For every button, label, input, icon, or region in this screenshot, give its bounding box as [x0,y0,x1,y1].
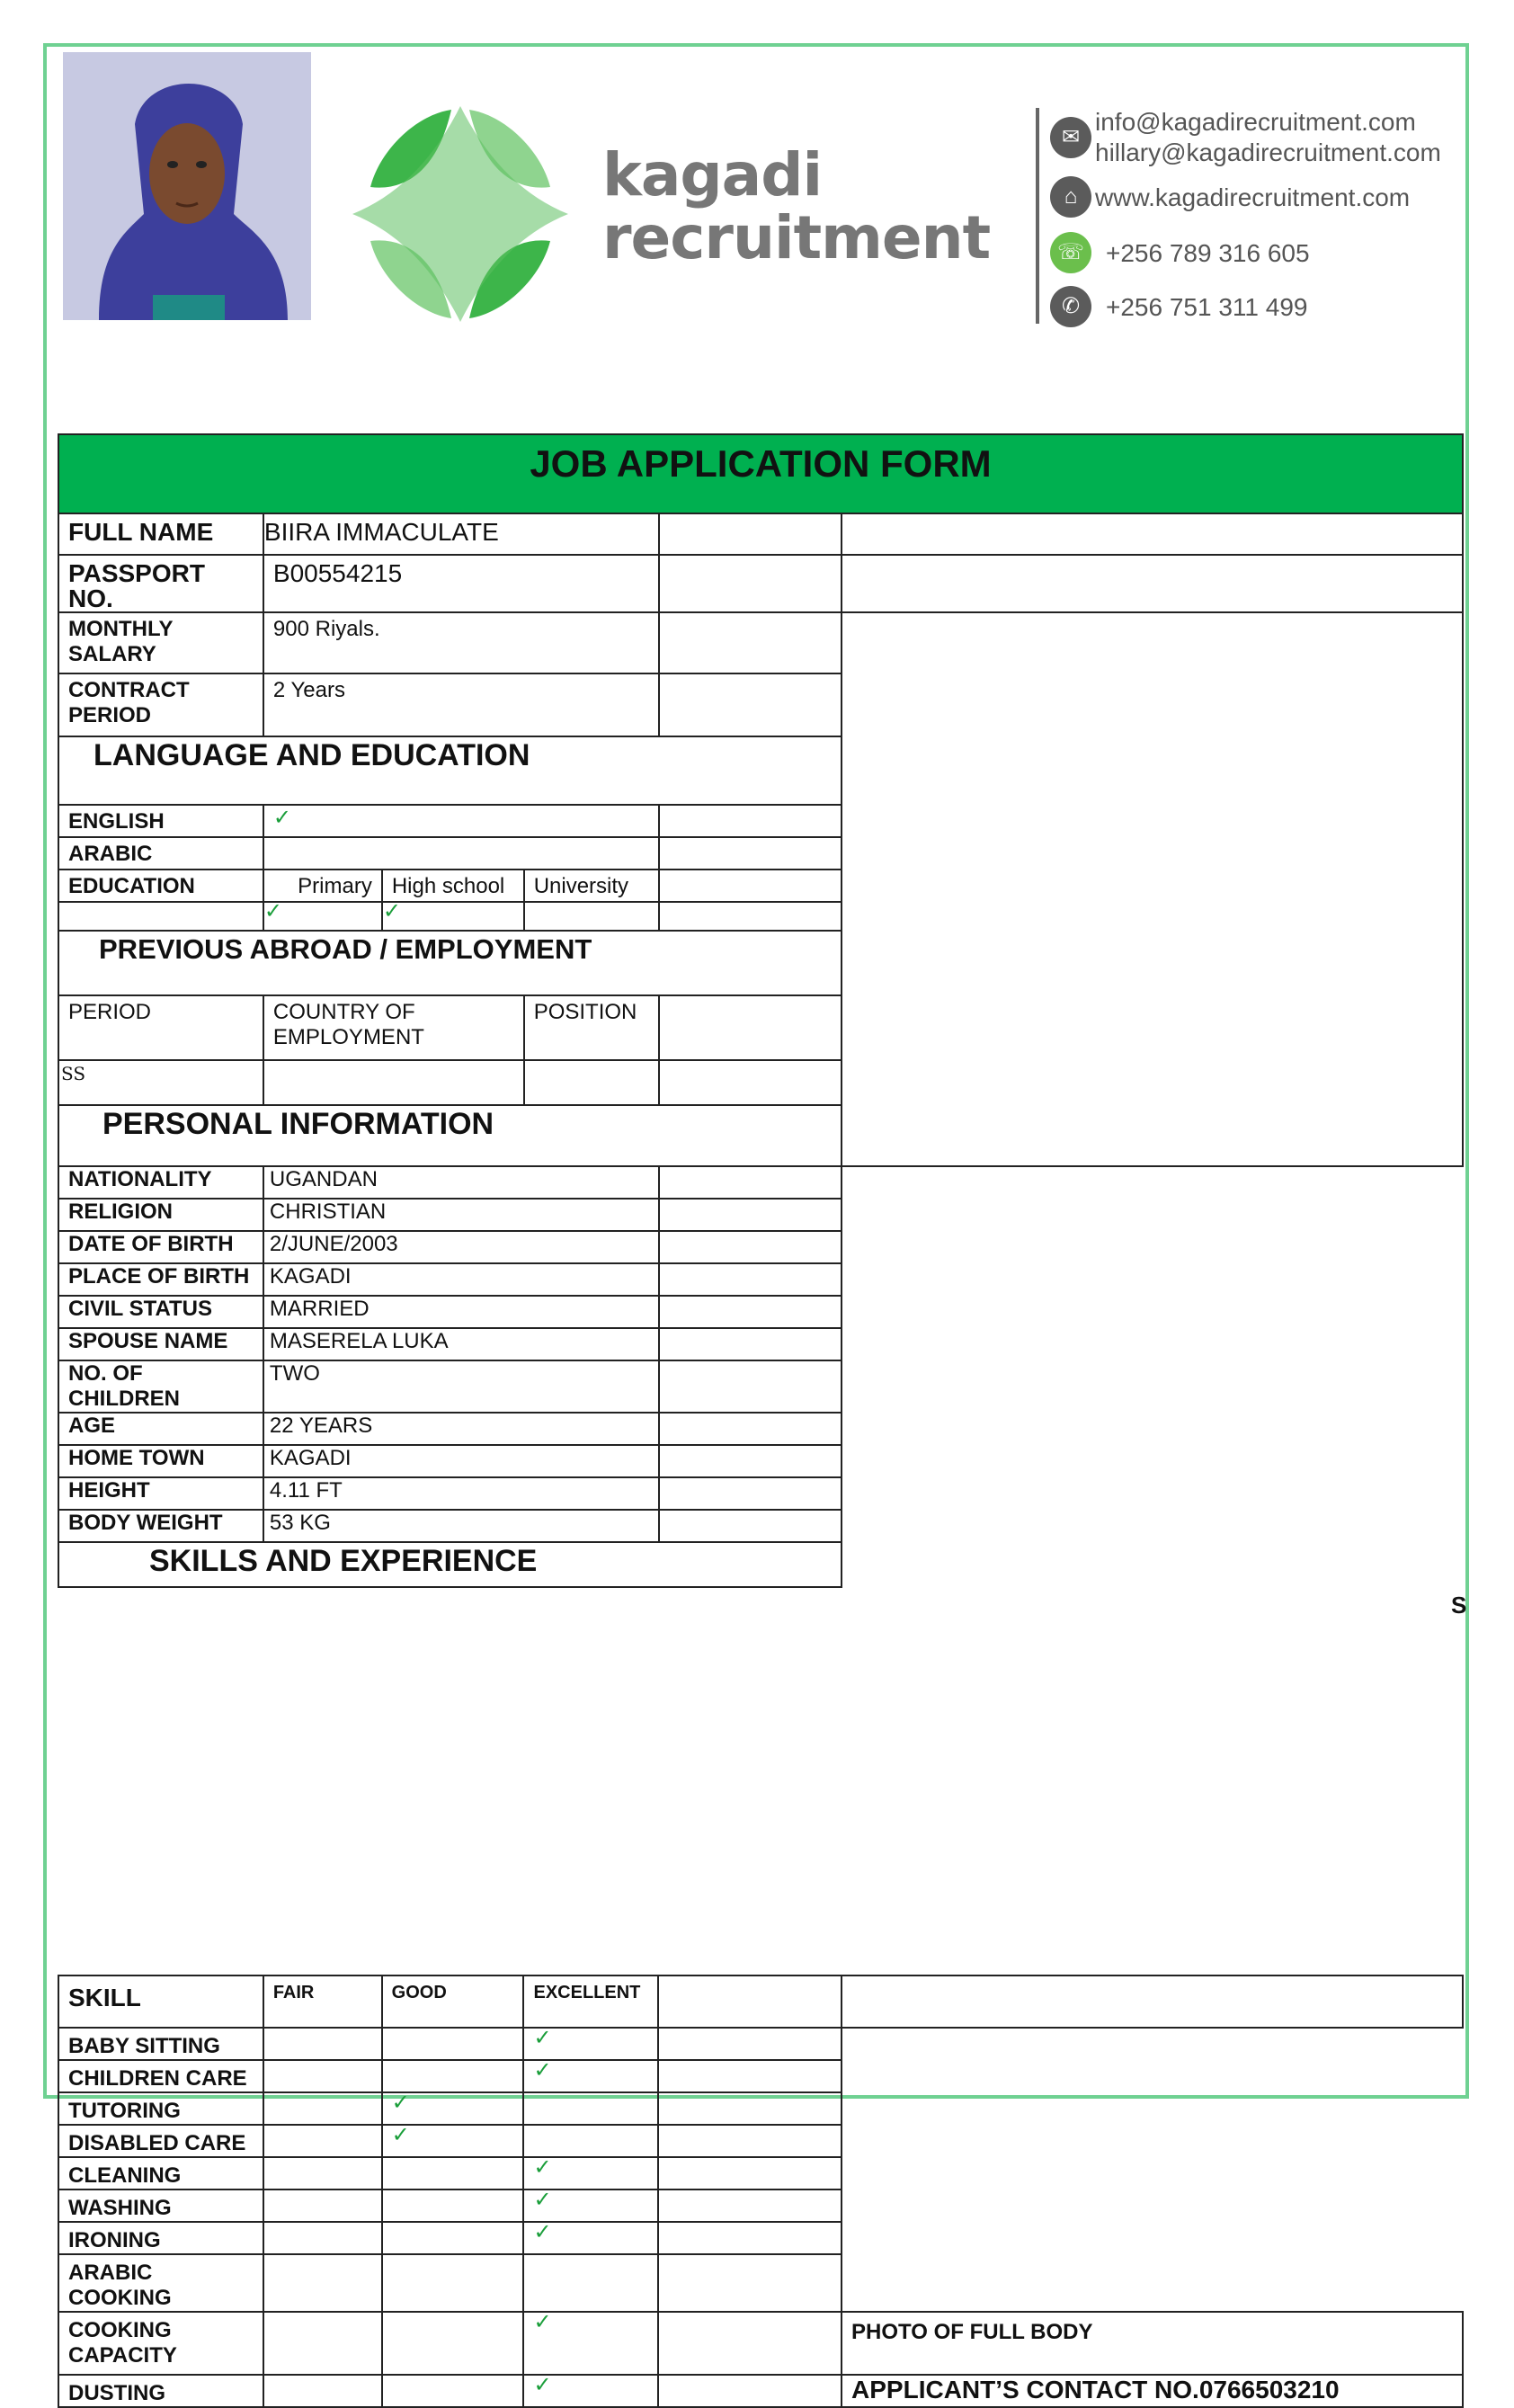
skill-level-cell: ✓ [523,2060,658,2092]
empty-cell [658,2222,842,2254]
applicant-headshot-photo [63,52,311,320]
skill-level-cell [523,2092,658,2125]
skill-level-cell [382,2375,524,2407]
personal-label: DATE OF BIRTH [58,1231,263,1263]
empty-cell [659,1413,842,1445]
phone-icon: ✆ [1050,286,1091,327]
empty-cell [659,1199,842,1231]
skill-row [58,2060,1463,2092]
phone-2[interactable]: +256 751 311 499 [1106,293,1308,321]
empty-cell [659,837,842,870]
empty-cell [524,1060,659,1105]
empty-cell [658,2157,842,2189]
skill-row [58,2312,1463,2375]
edu-high-label: High school [382,870,524,902]
empty-cell [658,2125,842,2157]
personal-label: HOME TOWN [58,1445,263,1477]
skill-name: COOKING CAPACITY [58,2312,263,2375]
empty-cell [658,2312,842,2375]
empty-cell [659,1445,842,1477]
personal-value: KAGADI [263,1445,659,1477]
skill-name: BABY SITTING [58,2028,263,2060]
skill-name: DUSTING [58,2375,263,2407]
skill-level-cell: ✓ [523,2222,658,2254]
edu-high-check: ✓ [382,902,524,931]
empty-cell [842,555,1463,612]
contact-email-row [1050,108,1464,176]
empty-cell [658,2254,842,2312]
english-check: ✓ [263,805,659,837]
contact-whatsapp-row [1050,232,1464,277]
skill-name: IRONING [58,2222,263,2254]
skill-level-cell [382,2312,524,2375]
personal-row [58,1263,1463,1296]
personal-value: MARRIED [263,1296,659,1328]
skill-level-cell [263,2125,382,2157]
contract-value: 2 Years [263,673,659,736]
skill-row [58,2157,1463,2189]
empty-cell [658,2060,842,2092]
empty-cell [524,902,659,931]
skill-level-cell [263,2222,382,2254]
skill-level-cell: ✓ [382,2092,524,2125]
personal-value: KAGADI [263,1263,659,1296]
personal-row [58,1296,1463,1328]
edu-university-label: University [524,870,659,902]
previous-employment-heading: PREVIOUS ABROAD / EMPLOYMENT [58,931,842,995]
skill-row [58,2125,1463,2157]
edu-primary-label: Primary [263,870,382,902]
personal-label: PLACE OF BIRTH [58,1263,263,1296]
empty-cell [659,612,842,673]
skill-level-cell [263,2028,382,2060]
personal-value: 53 KG [263,1510,659,1542]
good-column-header: GOOD [382,1975,524,2028]
skill-level-cell [382,2254,524,2312]
photo-caption-spacer [842,1975,1463,2028]
empty-cell [659,555,842,612]
skill-level-cell [523,2125,658,2157]
skill-level-cell: ✓ [523,2375,658,2407]
skill-level-cell [263,2375,382,2407]
empty-cell [658,1975,842,2028]
period-label: PERIOD [58,995,263,1060]
empty-cell [659,902,842,931]
empty-cell [659,805,842,837]
personal-label: NATIONALITY [58,1166,263,1199]
skill-row [58,2028,1463,2060]
applicant-contact: APPLICANT’S CONTACT NO.0766503210 [842,2375,1463,2407]
website[interactable]: www.kagadirecruitment.com [1095,183,1411,211]
skill-level-cell [523,2254,658,2312]
skills-table [58,1975,1464,2408]
skill-row [58,2254,1463,2312]
home-icon: ⌂ [1050,176,1091,218]
empty-cell [842,513,1463,555]
empty-cell [659,513,842,555]
empty-cell [659,1296,842,1328]
empty-cell [659,1510,842,1542]
brand-line-1: kagadi [602,140,823,210]
arabic-label: ARABIC [58,837,263,870]
skill-level-cell [263,2189,382,2222]
empty-cell [658,2375,842,2407]
photo-caption: PHOTO OF FULL BODY [842,2312,1463,2375]
empty-cell [659,1477,842,1510]
phone-1[interactable]: +256 789 316 605 [1106,239,1310,267]
contact-phone-row [1050,286,1464,331]
personal-row [58,1166,1463,1199]
form-title: JOB APPLICATION FORM [530,442,992,485]
personal-label: BODY WEIGHT [58,1510,263,1542]
empty-cell [659,1328,842,1360]
skill-level-cell [382,2060,524,2092]
skill-level-cell [382,2189,524,2222]
contract-label: CONTRACT PERIOD [58,673,263,736]
skill-column-header: SKILL [58,1975,263,2028]
contact-website-row [1050,176,1464,221]
personal-value: 22 YEARS [263,1413,659,1445]
personal-value: 2/JUNE/2003 [263,1231,659,1263]
skill-level-cell [382,2157,524,2189]
contact-divider [1036,108,1039,324]
salary-label: MONTHLY SALARY [58,612,263,673]
skill-row [58,2189,1463,2222]
personal-row [58,1445,1463,1477]
personal-row [58,1477,1463,1510]
education-label: EDUCATION [58,870,263,902]
skill-level-cell [382,2222,524,2254]
empty-cell [659,1360,842,1413]
personal-label: CIVIL STATUS [58,1296,263,1328]
country-label: COUNTRY OF EMPLOYMENT [263,995,524,1060]
skill-level-cell [263,2254,382,2312]
personal-information-heading: PERSONAL INFORMATION [58,1105,842,1166]
brand-name [602,140,991,272]
empty-cell [658,2189,842,2222]
empty-cell [659,995,842,1060]
personal-value: MASERELA LUKA [263,1328,659,1360]
brand-line-2: recruitment [602,203,991,272]
full-body-photo-cell [842,612,1463,1166]
position-label: POSITION [524,995,659,1060]
passport-label: PASSPORT NO. [58,555,263,612]
full-name-label: FULL NAME [58,513,263,555]
whatsapp-icon: ☏ [1050,232,1091,273]
personal-row [58,1360,1463,1413]
personal-row [58,1328,1463,1360]
skill-name: CHILDREN CARE [58,2060,263,2092]
skill-level-cell: ✓ [523,2189,658,2222]
personal-value: 4.11 FT [263,1477,659,1510]
fair-column-header: FAIR [263,1975,382,2028]
personal-value: UGANDAN [263,1166,659,1199]
empty-cell [263,1060,524,1105]
personal-label: HEIGHT [58,1477,263,1510]
skill-name: TUTORING [58,2092,263,2125]
skill-level-cell: ✓ [523,2312,658,2375]
form-table [58,513,1464,1588]
side-mark: S [1451,1592,1467,1619]
skill-name: ARABIC COOKING [58,2254,263,2312]
empty-cell [659,1231,842,1263]
skill-level-cell [382,2028,524,2060]
empty-cell [658,2028,842,2060]
personal-row [58,1510,1463,1542]
form-title-bar [58,433,1464,514]
personal-label: NO. OF CHILDREN [58,1360,263,1413]
skill-level-cell: ✓ [523,2157,658,2189]
personal-label: AGE [58,1413,263,1445]
empty-cell [659,1166,842,1199]
empty-cell [58,902,263,931]
personal-value: TWO [263,1360,659,1413]
passport-value: B00554215 [263,555,659,612]
empty-cell [659,870,842,902]
personal-row [58,1413,1463,1445]
skill-level-cell: ✓ [523,2028,658,2060]
language-education-heading: LANGUAGE AND EDUCATION [58,736,842,805]
excellent-column-header: EXCELLENT [523,1975,658,2028]
skill-level-cell [263,2157,382,2189]
skill-level-cell [263,2092,382,2125]
arabic-value [263,837,659,870]
mail-icon: ✉ [1050,117,1091,158]
personal-label: RELIGION [58,1199,263,1231]
empty-cell [659,1263,842,1296]
skill-row [58,2092,1463,2125]
empty-cell [659,1060,842,1105]
personal-row [58,1199,1463,1231]
edu-primary-check: ✓ [263,902,382,931]
personal-value: CHRISTIAN [263,1199,659,1231]
email-1[interactable]: info@kagadirecruitment.com [1095,108,1416,136]
email-2[interactable]: hillary@kagadirecruitment.com [1095,138,1441,166]
empty-cell [658,2092,842,2125]
previous-employment-row-value: SS [58,1060,263,1105]
skills-heading: SKILLS AND EXPERIENCE [58,1542,842,1587]
empty-cell [659,673,842,736]
skill-level-cell: ✓ [382,2125,524,2157]
skill-name: WASHING [58,2189,263,2222]
skill-row [58,2375,1463,2407]
full-name-value: BIIRA IMMACULATE [263,513,659,555]
salary-value: 900 Riyals. [263,612,659,673]
skill-level-cell [263,2060,382,2092]
skill-name: CLEANING [58,2157,263,2189]
personal-row [58,1231,1463,1263]
skill-level-cell [263,2312,382,2375]
english-label: ENGLISH [58,805,263,837]
kagadi-logo-icon [352,106,568,322]
skill-row [58,2222,1463,2254]
personal-label: SPOUSE NAME [58,1328,263,1360]
skill-name: DISABLED CARE [58,2125,263,2157]
